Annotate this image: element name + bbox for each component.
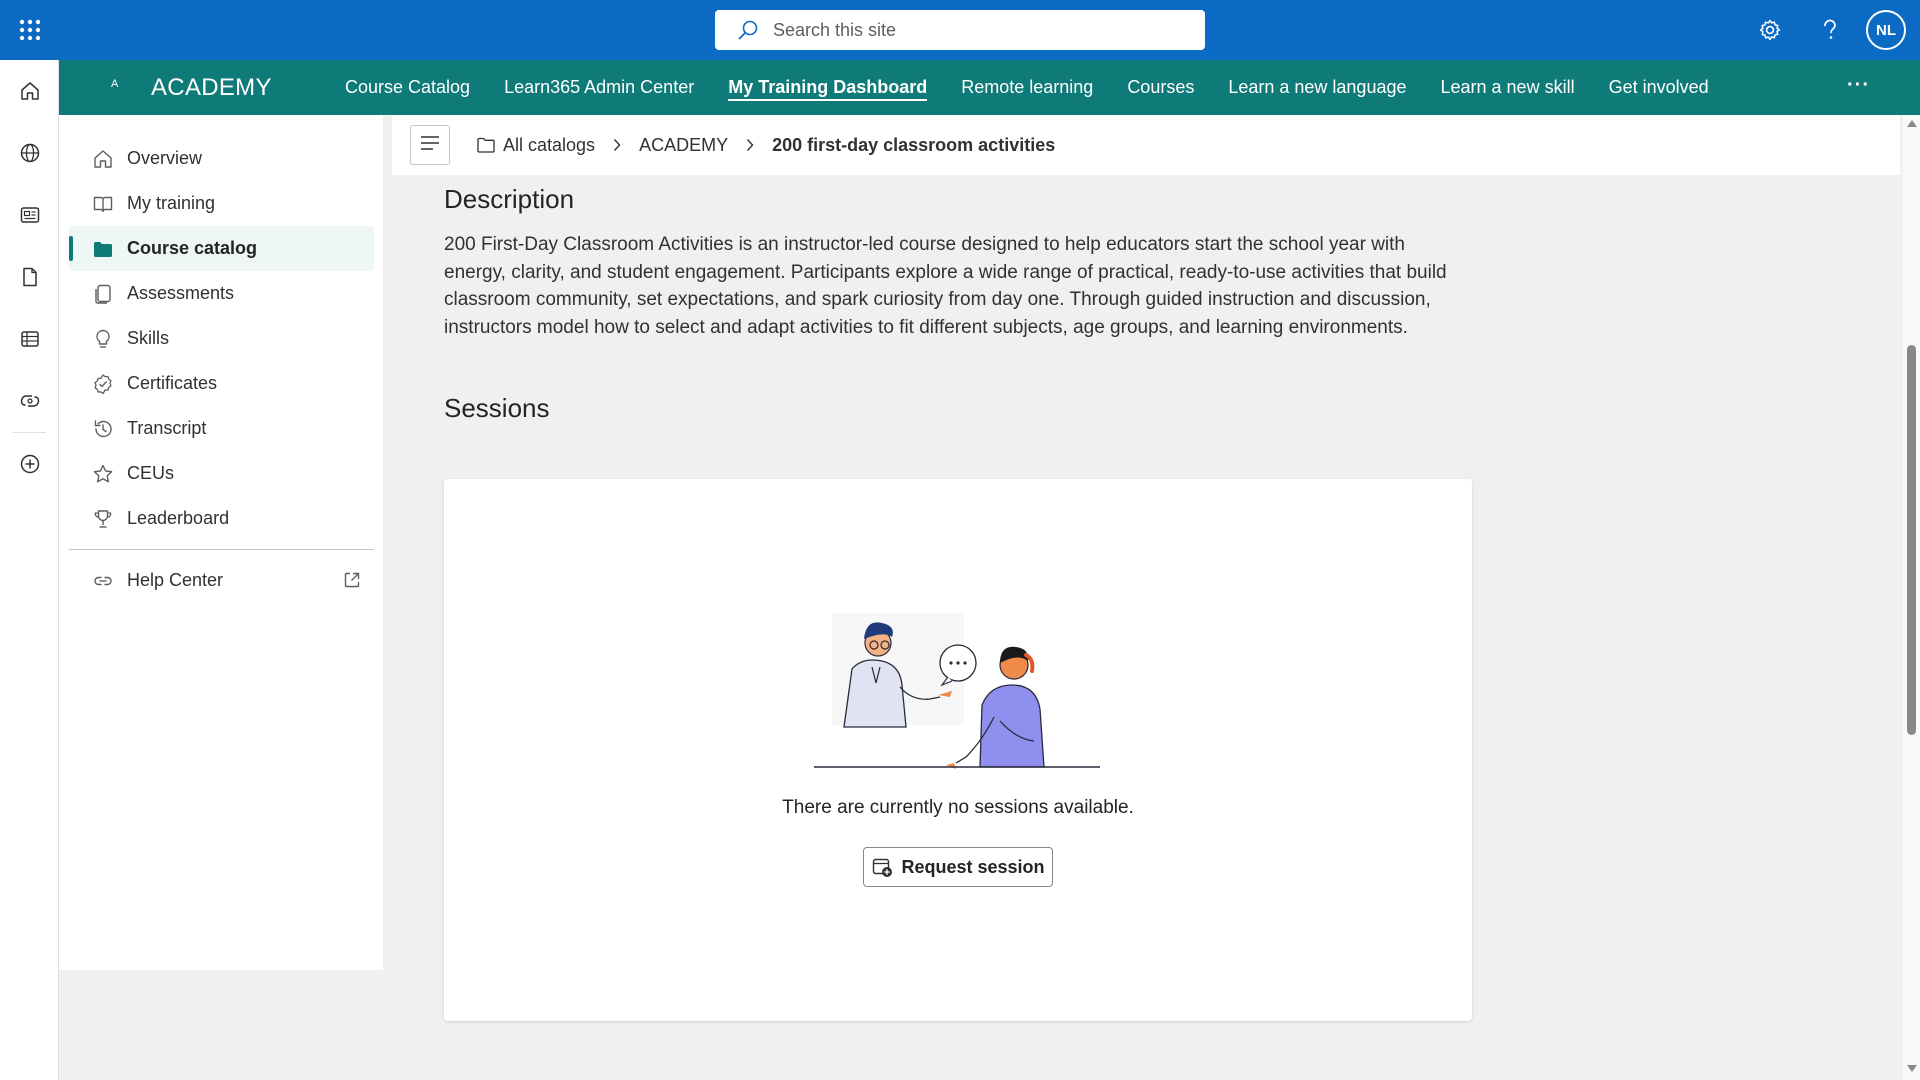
sidebar-item-label: Skills [127,328,170,348]
sidebar-item-ceus[interactable] [69,451,374,496]
request-session-label: Request session [901,856,1045,877]
sidebar-item-my-training[interactable] [69,181,374,226]
home-icon[interactable] [0,60,59,122]
copilot-icon[interactable] [0,370,59,432]
no-sessions-message: There are currently no sessions available. [782,797,1134,818]
sidebar-divider [69,549,374,550]
breadcrumb [477,115,1055,175]
assessment-icon [91,282,115,306]
site-logo[interactable]: A [111,78,119,90]
app-launcher-icon[interactable] [12,10,48,50]
star-icon [91,462,115,486]
sidebar-item-label: Overview [127,148,203,168]
nav-course-catalog[interactable]: Course Catalog [345,77,471,97]
sidebar-item-leaderboard[interactable] [69,496,374,541]
breadcrumb-bar [392,115,1900,175]
course-description: 200 First-Day Classroom Activities is an instructor-led course designed to help educators start the school year with energy, clarity, and student engagement. Participants explore a wide range of practical, ready-to-use activities that build classroom community, set expectations, and spark curiosity from day one. Through guided instruction and discussion, instructors model how to select and adapt activities to fit different subjects, age groups, and learning environments. [444,234,1447,338]
open-external-icon[interactable] [342,570,362,590]
nav-get-involved[interactable]: Get involved [1608,77,1709,97]
add-circle-icon[interactable] [0,433,59,495]
home-icon [91,147,115,171]
hamburger-menu-icon [420,135,440,156]
sessions-card [444,479,1472,1021]
sidebar-item-course-catalog[interactable] [69,226,374,271]
course-detail-content [444,175,1474,424]
book-icon [91,192,115,216]
news-icon[interactable] [0,184,59,246]
nav-remote-learning[interactable]: Remote learning [961,77,1094,97]
breadcrumb-all-catalogs[interactable] [477,135,595,156]
no-sessions-illustration [814,609,1114,789]
search-icon [735,17,761,43]
scroll-down-arrow-icon[interactable] [1907,1065,1917,1072]
sidebar-item-assessments[interactable] [69,271,374,316]
help-question-icon[interactable] [1800,0,1860,60]
site-title[interactable]: ACADEMY [151,74,272,101]
vertical-scrollbar[interactable] [1903,115,1920,1080]
nav-my-training-dashboard[interactable]: My Training Dashboard [711,60,944,115]
sidebar-item-label: Leaderboard [127,508,230,528]
document-icon[interactable] [0,246,59,308]
nav-learn-a-new-language[interactable]: Learn a new language [1228,77,1407,97]
nav-learn365-admin-center[interactable]: Learn365 Admin Center [504,77,695,97]
sidebar-item-label: Assessments [127,283,235,303]
top-navigation [328,60,1726,115]
certificate-icon [91,372,115,396]
sidebar-item-label: CEUs [127,463,175,483]
site-header [59,60,1920,115]
search-input[interactable]: Search this site [773,19,897,40]
sidebar-item-certificates[interactable] [69,361,374,406]
sidebar-item-help-center[interactable] [69,558,374,603]
scroll-up-arrow-icon[interactable] [1907,120,1917,127]
link-icon [91,569,115,593]
sidebar-item-label: Certificates [127,373,218,393]
nav-learn-a-new-skill[interactable]: Learn a new skill [1440,77,1575,97]
sidebar-item-overview[interactable] [69,136,374,181]
sidebar-item-skills[interactable] [69,316,374,361]
list-icon[interactable] [0,308,59,370]
scrollbar-thumb[interactable] [1907,345,1916,735]
sidebar-item-label: My training [127,193,216,213]
sidebar-item-label: Course catalog [127,238,258,258]
breadcrumb-academy[interactable]: ACADEMY [639,134,729,155]
chevron-right-icon [613,138,621,152]
lightbulb-icon [91,327,115,351]
globe-icon[interactable] [0,122,59,184]
sidebar-item-label: Help Center [127,570,224,590]
suite-bar [0,0,1920,60]
folder-icon [91,237,115,261]
folder-outline-icon [477,137,495,153]
request-session-button[interactable] [863,847,1053,887]
sidebar-item-transcript[interactable] [69,406,374,451]
user-avatar[interactable]: NL [1866,10,1906,50]
more-options-icon[interactable]: ··· [1847,74,1870,96]
sessions-heading: Sessions [444,393,550,423]
learning-sidebar [59,115,383,970]
breadcrumb-label: All catalogs [503,134,596,155]
settings-gear-icon[interactable] [1740,0,1800,60]
app-rail [0,60,59,1080]
description-heading: Description [444,184,575,214]
search-box[interactable] [715,10,1205,50]
history-icon [91,417,115,441]
sidebar-item-label: Transcript [127,418,207,438]
breadcrumb-current-course: 200 first-day classroom activities [772,134,1056,155]
trophy-icon [91,507,115,531]
chevron-right-icon [746,138,754,152]
calendar-add-icon [871,856,893,878]
nav-courses[interactable]: Courses [1127,77,1195,97]
toggle-nav-button[interactable] [410,125,450,165]
